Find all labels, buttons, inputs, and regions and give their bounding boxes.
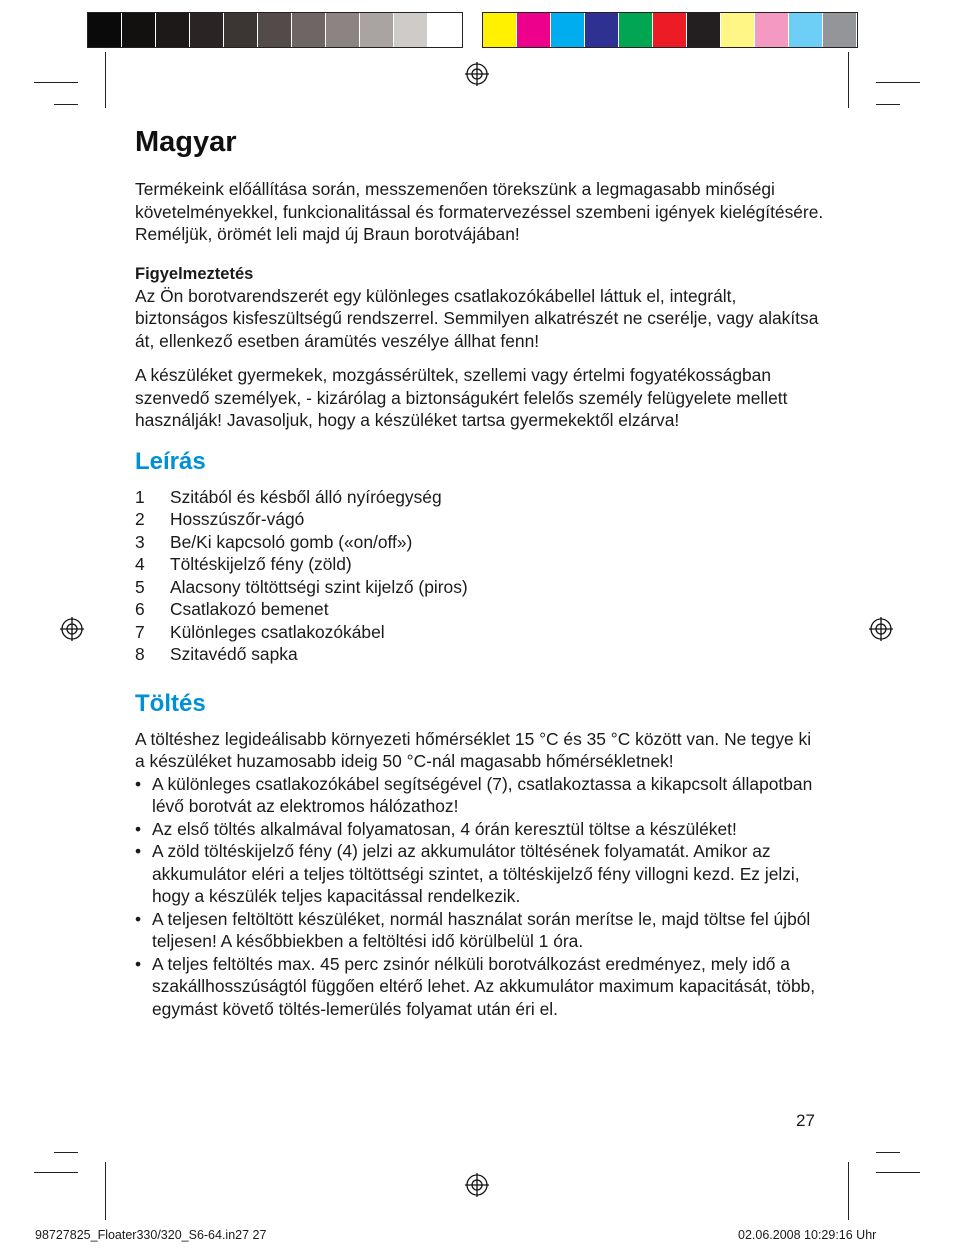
charging-heading: Töltés	[135, 689, 206, 717]
item-text: Be/Ki kapcsoló gomb («on/off»)	[170, 531, 413, 552]
registration-mark-icon	[869, 617, 893, 641]
list-item	[135, 953, 825, 1021]
item-text: A teljesen feltöltött készüléket, normál használat során merítse le, majd töltse fel újból teljesen! A későbbiekben a feltöltési idő körülbelül 1 óra.	[152, 908, 811, 951]
item-text: Töltéskijelző fény (zöld)	[170, 554, 352, 574]
parts-list	[135, 486, 825, 666]
item-text: A különleges csatlakozókábel segítségével (7), csatlakoztassa a kikapcsolt állapotban lévő borotvát az elektromos hálózathoz!	[152, 773, 813, 816]
list-item	[135, 508, 825, 531]
crop-mark	[876, 82, 920, 83]
color-swatch	[428, 13, 462, 47]
grayscale-calibration-bar	[87, 12, 463, 48]
color-swatch	[483, 13, 517, 47]
list-item	[135, 643, 825, 666]
list-item	[135, 486, 825, 509]
bullet-icon: •	[135, 773, 142, 794]
registration-mark-icon	[465, 62, 489, 86]
item-number: 6	[135, 599, 145, 619]
crop-mark	[105, 1162, 106, 1220]
item-number: 1	[135, 486, 145, 507]
item-text: Szitavédő sapka	[170, 644, 298, 664]
warning-heading: Figyelmeztetés	[135, 264, 254, 283]
footer-timestamp: 02.06.2008 10:29:16 Uhr	[738, 1228, 877, 1242]
registration-mark-icon	[465, 1173, 489, 1197]
color-swatch	[360, 13, 394, 47]
item-number: 4	[135, 554, 145, 574]
color-swatch	[823, 13, 857, 47]
color-swatch	[326, 13, 360, 47]
crop-mark	[876, 1172, 920, 1173]
color-swatch	[122, 13, 156, 47]
warning-paragraph: A készüléket gyermekek, mozgássérültek, szellemi vagy értelmi fogyatékosságban szenvedő személyek, - kizárólag a biztonságukért felelős személy felügyelete mellett használják! Javasoljuk, hogy a készüléket tartsa gyermekektől elzárva!	[135, 365, 788, 430]
list-item	[135, 818, 825, 841]
crop-mark	[54, 1152, 78, 1153]
color-swatch	[721, 13, 755, 47]
item-text: A teljes feltöltés max. 45 perc zsinór nélküli borotválkozást eredményez, mely idő a szakállhosszúságtól függően eltérő lehet. Az akkumulátor maximum kapacitását, több, egymást követő töltés-lemerülés folyamat után éri el.	[152, 953, 816, 1019]
item-text: Alacsony töltöttségi szint kijelző (piros)	[170, 576, 468, 597]
item-number: 7	[135, 621, 145, 642]
color-swatch	[292, 13, 326, 47]
color-swatch	[755, 13, 789, 47]
bullet-icon: •	[135, 953, 142, 974]
crop-mark	[54, 104, 78, 105]
bullet-icon: •	[135, 908, 142, 929]
footer-file-info: 98727825_Floater330/320_S6-64.in27 27	[35, 1228, 267, 1242]
item-text: Szitából és késből álló nyíróegység	[170, 486, 442, 507]
item-text: Különleges csatlakozókábel	[170, 621, 385, 642]
crop-mark	[848, 52, 849, 108]
item-text: Csatlakozó bemenet	[170, 599, 329, 619]
bullet-icon: •	[135, 818, 142, 839]
color-swatch	[789, 13, 823, 47]
item-number: 2	[135, 509, 145, 529]
crop-mark	[876, 1152, 900, 1153]
bullet-icon: •	[135, 841, 142, 861]
charging-list	[135, 773, 825, 1021]
color-swatch	[156, 13, 190, 47]
crop-mark	[876, 104, 900, 105]
list-item	[135, 576, 825, 599]
crop-mark	[848, 1162, 849, 1220]
charging-intro: A töltéshez legideálisabb környezeti hőmérséklet 15 °C és 35 °C között van. Ne tegye ki a készüléket huzamosabb ideig 50 °C-nál magasabb hőmérsékletnek!	[135, 728, 812, 771]
color-swatch	[687, 13, 721, 47]
color-calibration-bar	[482, 12, 858, 48]
color-swatch	[258, 13, 292, 47]
crop-mark	[34, 82, 78, 83]
color-swatch	[653, 13, 687, 47]
page-content	[135, 126, 825, 1020]
color-swatch	[224, 13, 258, 47]
crop-mark	[34, 1172, 78, 1173]
color-swatch	[585, 13, 619, 47]
warning-paragraph: Az Ön borotvarendszerét egy különleges csatlakozókábellel láttuk el, integrált, biztonságos kisfeszültségű rendszerrel. Semmilyen alkatrészét ne cserélje, vagy alakítsa át, ellenkező esetben áramütés veszélye állhat fenn!	[135, 285, 819, 351]
list-item	[135, 621, 825, 644]
color-swatch	[551, 13, 585, 47]
list-item	[135, 773, 825, 818]
registration-mark-icon	[60, 617, 84, 641]
item-number: 8	[135, 644, 145, 664]
color-swatch	[517, 13, 551, 47]
list-item	[135, 553, 825, 576]
list-item	[135, 598, 825, 621]
description-heading: Leírás	[135, 447, 206, 475]
color-swatch	[394, 13, 428, 47]
page-title: Magyar	[135, 126, 237, 158]
intro-paragraph: Termékeink előállítása során, messzemenően törekszünk a legmagasabb minőségi követelményekkel, funkcionalitással és formatervezéssel szembeni igények kielégítésére. Reméljük, örömét leli majd új Braun borotvájában!	[135, 179, 824, 244]
color-swatch	[190, 13, 224, 47]
color-swatch	[619, 13, 653, 47]
crop-mark	[105, 52, 106, 108]
color-swatch	[88, 13, 122, 47]
item-text: A zöld töltéskijelző fény (4) jelzi az akkumulátor töltésének folyamatát. Amikor az akkumulátor eléri a teljes töltöttségi szintet, a töltéskijelző fény villogni kezd. Ez jelzi, hogy a készülék teljes kapacitással rendelkezik.	[152, 841, 800, 906]
item-number: 5	[135, 576, 145, 597]
item-text: Az első töltés alkalmával folyamatosan, 4 órán keresztül töltse a készüléket!	[152, 818, 737, 839]
list-item	[135, 840, 825, 908]
item-text: Hosszúszőr-vágó	[170, 509, 305, 529]
page-number: 27	[796, 1111, 815, 1130]
item-number: 3	[135, 531, 145, 552]
list-item	[135, 531, 825, 554]
list-item	[135, 908, 825, 953]
